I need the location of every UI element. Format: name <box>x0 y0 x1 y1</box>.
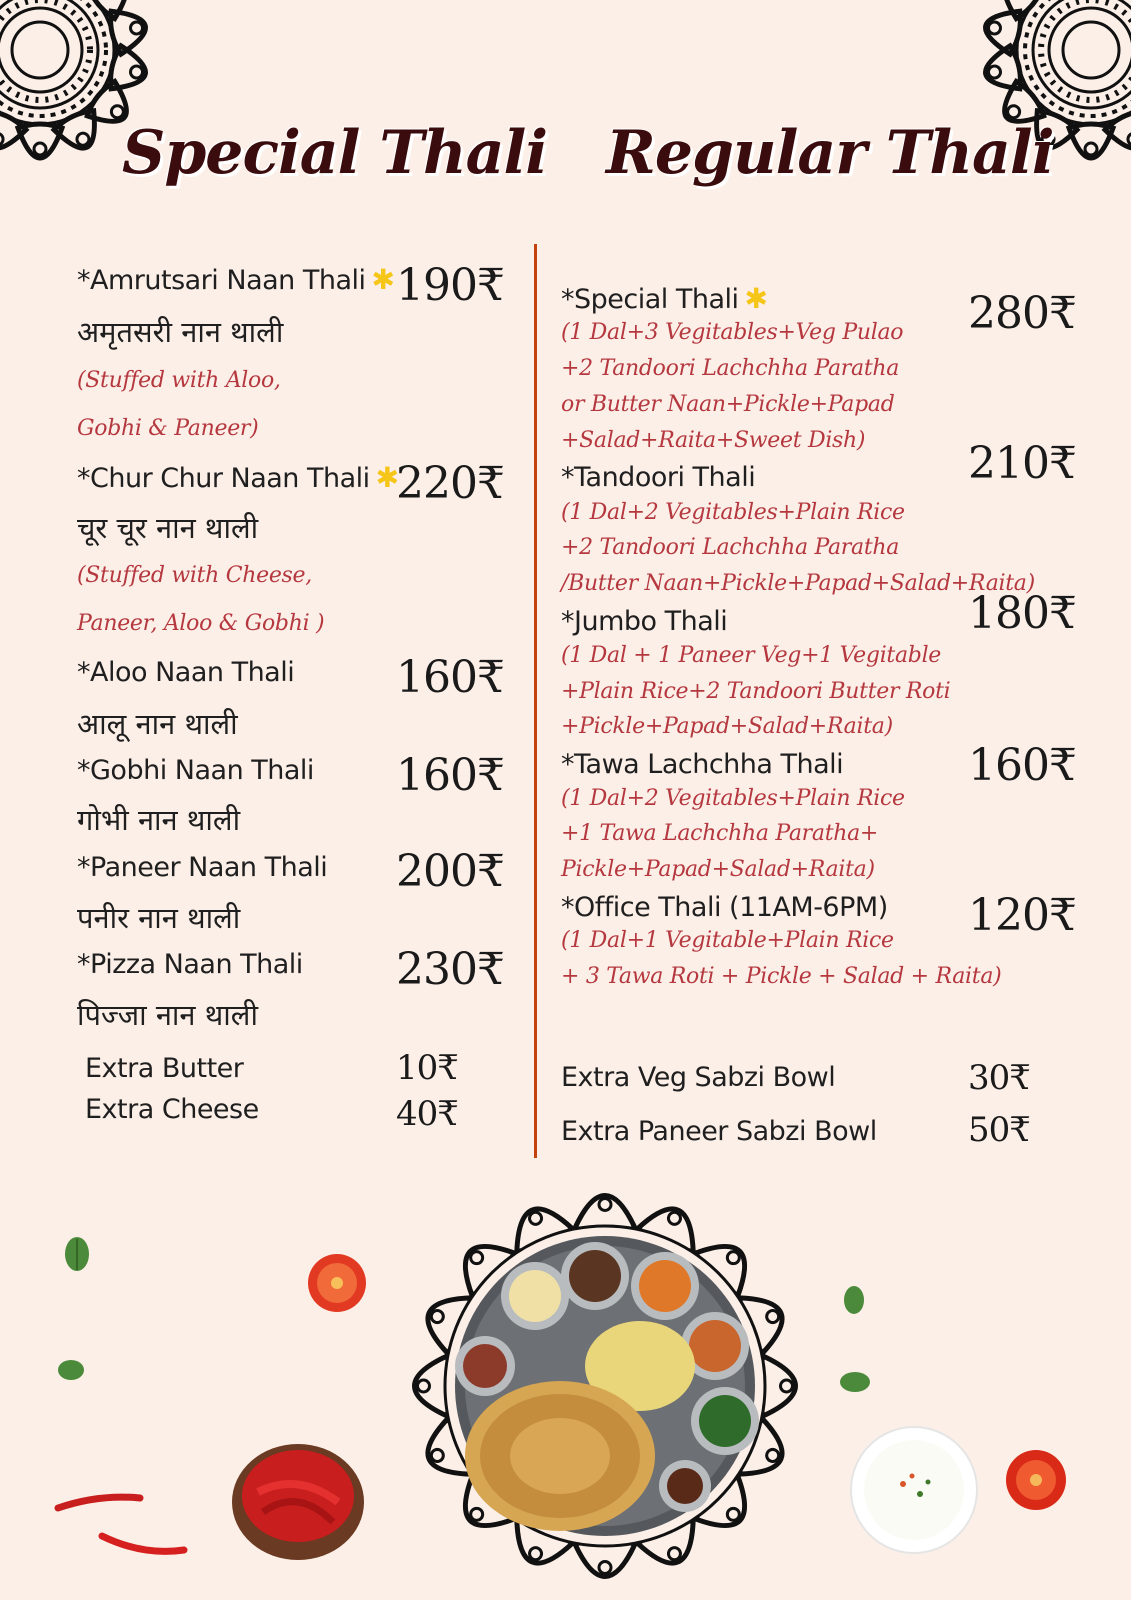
menu-item-name: *Aloo Naan Thali <box>77 657 295 688</box>
menu-item-price: 160₹ <box>396 652 504 703</box>
menu-item-hindi: आलू नान थाली <box>77 707 238 741</box>
menu-item-description: (1 Dal + 1 Paneer Veg+1 Vegitable <box>561 643 942 668</box>
menu-item-price: 180₹ <box>968 588 1076 639</box>
extra-item-price: 50₹ <box>968 1110 1030 1150</box>
mandala-dot <box>987 21 1001 35</box>
menu-item-price: 200₹ <box>396 846 504 897</box>
basil-leaf-icon <box>840 1284 868 1316</box>
menu-item-price: 160₹ <box>968 740 1076 791</box>
menu-item-price: 160₹ <box>396 750 504 801</box>
mandala-dot <box>418 1380 430 1392</box>
column-divider <box>534 244 537 1158</box>
extra-item-name: Extra Veg Sabzi Bowl <box>561 1062 836 1093</box>
menu-item-price: 220₹ <box>396 458 504 509</box>
menu-item-description: +1 Tawa Lachchha Paratha+ <box>561 821 879 846</box>
menu-item-description: or Butter Naan+Pickle+Papad <box>561 392 895 417</box>
menu-item-description: (Stuffed with Cheese, <box>77 563 312 588</box>
basil-leaf-icon <box>60 1234 94 1274</box>
star-icon: ✱ <box>744 282 768 315</box>
menu-item-price: 280₹ <box>968 288 1076 339</box>
mandala-dot <box>1085 143 1097 155</box>
menu-item-description: (1 Dal+3 Vegitables+Veg Pulao <box>561 320 904 345</box>
mandala-dot <box>129 65 143 79</box>
chili-bowl-icon <box>228 1432 368 1562</box>
menu-item-name: *Office Thali (11AM-6PM) <box>561 892 888 923</box>
extra-item-name: Extra Cheese <box>85 1094 259 1125</box>
menu-item-name: *Amrutsari Naan Thali ✱ <box>77 263 395 296</box>
menu-item-description: (1 Dal+2 Vegitables+Plain Rice <box>561 500 905 525</box>
mandala-dot <box>599 1562 611 1574</box>
chili-icon <box>54 1490 144 1514</box>
menu-item-hindi: गोभी नान थाली <box>77 803 241 837</box>
menu-item-hindi: चूर चूर नान थाली <box>77 511 259 545</box>
thali-plate-icon <box>395 1176 815 1596</box>
regular-thali-heading: Regular Thali <box>606 118 1054 188</box>
mandala-dot <box>129 21 143 35</box>
menu-item-hindi: पनीर नान थाली <box>77 901 241 935</box>
basil-leaf-icon <box>838 1368 872 1396</box>
special-thali-heading: Special Thali <box>122 118 548 188</box>
basil-leaf-icon <box>56 1356 86 1384</box>
menu-item-name: *Gobhi Naan Thali <box>77 755 314 786</box>
menu-item-description: + 3 Tawa Roti + Pickle + Salad + Raita) <box>561 964 1002 989</box>
mandala-petal <box>1103 107 1131 157</box>
star-icon: ✱ <box>371 263 395 296</box>
raita-bowl-icon <box>848 1424 980 1556</box>
mandala-dot <box>599 1199 611 1211</box>
menu-item-description: /Butter Naan+Pickle+Papad+Salad+Raita) <box>561 571 1035 596</box>
menu-item-name: *Tandoori Thali <box>561 462 756 493</box>
menu-item-description: Paneer, Aloo & Gobhi ) <box>77 611 325 636</box>
menu-item-price: 190₹ <box>396 260 504 311</box>
menu-item-name: *Paneer Naan Thali <box>77 852 328 883</box>
menu-item-price: 210₹ <box>968 438 1076 489</box>
mandala-petal <box>0 107 28 157</box>
menu-item-description: (1 Dal+1 Vegitable+Plain Rice <box>561 928 894 953</box>
menu-item-description: +Plain Rice+2 Tandoori Butter Roti <box>561 679 951 704</box>
menu-item-description: (Stuffed with Aloo, <box>77 368 281 393</box>
extra-item-name: Extra Butter <box>85 1053 244 1084</box>
menu-item-description: +2 Tandoori Lachchha Paratha <box>561 356 900 381</box>
menu-item-name: *Special Thali ✱ <box>561 282 768 315</box>
extra-item-price: 10₹ <box>396 1048 458 1088</box>
menu-item-hindi: अमृतसरी नान थाली <box>77 315 284 349</box>
mandala-dot <box>987 65 1001 79</box>
tomato-icon <box>1004 1448 1068 1512</box>
tomato-icon <box>306 1252 368 1314</box>
menu-item-price: 120₹ <box>968 890 1076 941</box>
menu-item-price: 230₹ <box>396 944 504 995</box>
mandala-dot <box>781 1380 793 1392</box>
menu-item-name: *Chur Chur Naan Thali ✱ <box>77 461 399 494</box>
chili-icon <box>98 1530 188 1560</box>
menu-item-description: +2 Tandoori Lachchha Paratha <box>561 535 900 560</box>
star-icon: ✱ <box>375 461 399 494</box>
mandala-dot <box>34 143 46 155</box>
menu-item-description: Gobhi & Paneer) <box>77 416 259 441</box>
menu-item-description: +Salad+Raita+Sweet Dish) <box>561 428 866 453</box>
menu-item-hindi: पिज्जा नान थाली <box>77 998 258 1032</box>
extra-item-price: 30₹ <box>968 1058 1030 1098</box>
extra-item-price: 40₹ <box>396 1094 458 1134</box>
menu-item-name: *Jumbo Thali <box>561 606 728 637</box>
menu-item-name: *Tawa Lachchha Thali <box>561 749 844 780</box>
extra-item-name: Extra Paneer Sabzi Bowl <box>561 1116 877 1147</box>
menu-item-description: Pickle+Papad+Salad+Raita) <box>561 857 875 882</box>
menu-item-name: *Pizza Naan Thali <box>77 949 303 980</box>
menu-item-description: +Pickle+Papad+Salad+Raita) <box>561 714 893 739</box>
menu-item-description: (1 Dal+2 Vegitables+Plain Rice <box>561 786 905 811</box>
